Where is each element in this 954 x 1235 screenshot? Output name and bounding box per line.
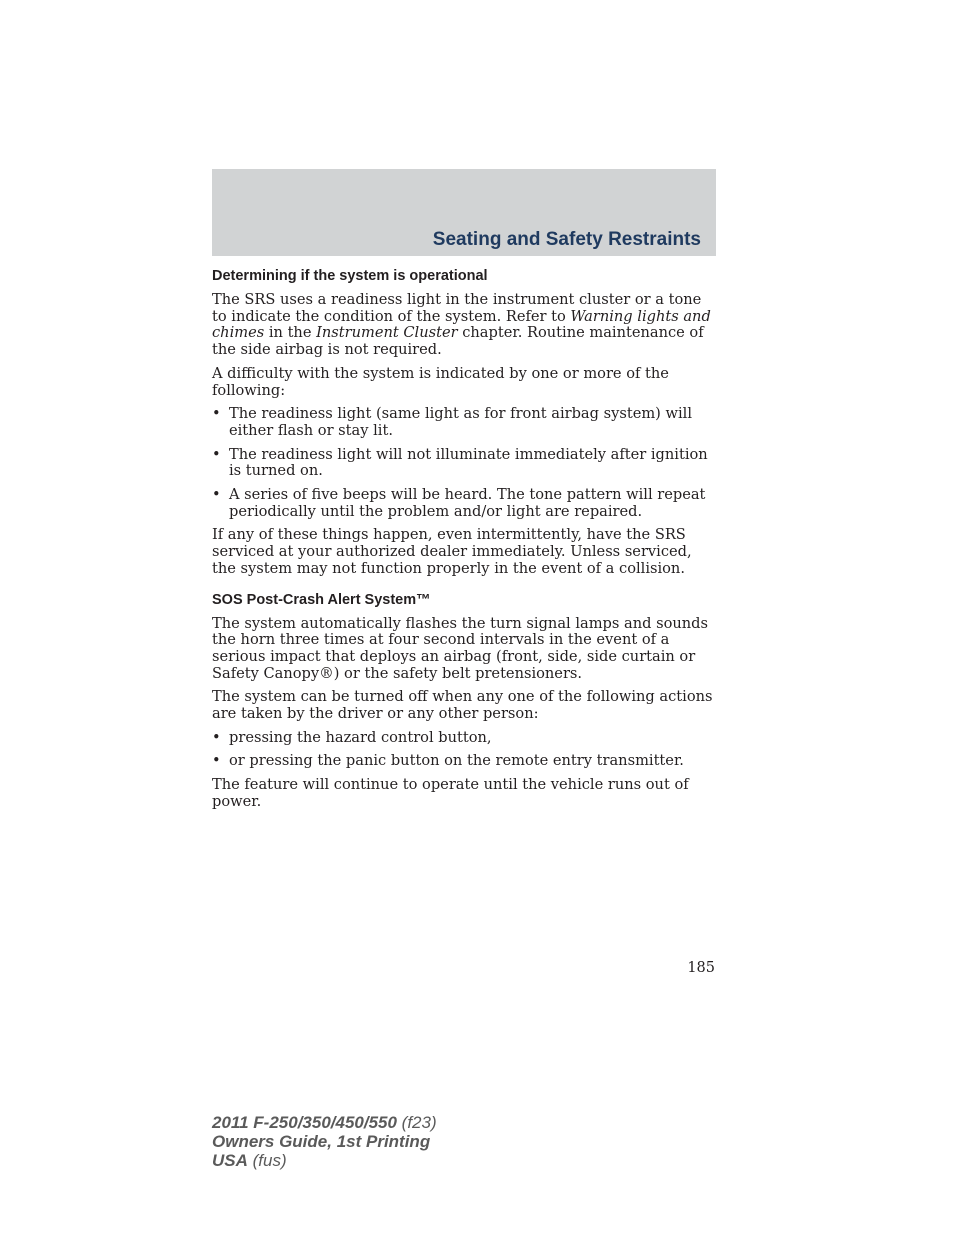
list-item	[212, 730, 716, 747]
heading-sos-post-crash: SOS Post-Crash Alert System™	[212, 591, 431, 608]
bullet-icon: •	[212, 486, 221, 504]
page-content	[212, 268, 716, 818]
reference-instrument-cluster: Instrument Cluster	[316, 324, 458, 342]
list-item-text: or pressing the panic button on the remote entry transmitter.	[229, 752, 684, 770]
list-item	[212, 753, 716, 770]
document-footer	[212, 1113, 437, 1170]
text-span: The SRS uses a readiness light in the instrument cluster or a tone to indicate the condition of the system. Refer to	[212, 291, 702, 325]
difficulty-bullet-list	[212, 406, 716, 520]
paragraph-difficulty: A difficulty with the system is indicated by one or more of the following:	[212, 364, 669, 399]
paragraph-turn-off: The system can be turned off when any one of the following actions are taken by the driver or any other person:	[212, 688, 713, 723]
list-item-text: pressing the hazard control button,	[229, 728, 492, 746]
footer-line-model	[212, 1113, 437, 1132]
bullet-icon: •	[212, 405, 221, 423]
text-span: in the	[264, 324, 317, 342]
heading-system-operational: Determining if the system is operational	[212, 268, 488, 284]
bullet-icon: •	[212, 445, 221, 463]
footer-model-code: (f23)	[396, 1113, 437, 1132]
footer-line-market	[212, 1151, 437, 1170]
footer-line-edition: Owners Guide, 1st Printing	[212, 1132, 431, 1151]
section-header-band	[212, 169, 716, 256]
page-number: 185	[687, 960, 715, 976]
list-item-text: A series of five beeps will be heard. The tone pattern will repeat periodically until the problem and/or light are repaired.	[229, 486, 706, 520]
paragraph-service-advice: If any of these things happen, even intermittently, have the SRS serviced at your authorized dealer immediately. Unless serviced, the system may not function properly in the event of a collision.	[212, 526, 692, 577]
list-item	[212, 487, 716, 520]
paragraph-feature-continues: The feature will continue to operate until the vehicle runs out of power.	[212, 776, 689, 810]
list-item	[212, 406, 716, 439]
footer-market-code: (fus)	[247, 1151, 287, 1170]
list-item-text: The readiness light will not illuminate immediately after ignition is turned on.	[229, 445, 708, 480]
reference-warning-lights: Warning lights and chimes	[212, 307, 711, 342]
turn-off-bullet-list	[212, 730, 716, 770]
footer-model-text: 2011 F-250/350/450/550	[212, 1113, 397, 1132]
bullet-icon: •	[212, 728, 221, 746]
paragraph-sos-description: The system automatically flashes the turn signal lamps and sounds the horn three times at four second intervals in the event of a serious impact that deploys an airbag (front, side, side curtain or Safety Canopy®) or the safety belt pretensioners.	[212, 614, 708, 682]
section-title: Seating and Safety Restraints	[432, 229, 701, 250]
bullet-icon: •	[212, 752, 221, 770]
paragraph-srs-readiness	[212, 292, 716, 359]
text-span: chapter. Routine maintenance of the side airbag is not required.	[212, 324, 704, 359]
footer-market-text: USA	[212, 1151, 248, 1170]
list-item-text: The readiness light (same light as for front airbag system) will either flash or stay lit.	[229, 405, 692, 439]
list-item	[212, 447, 716, 480]
